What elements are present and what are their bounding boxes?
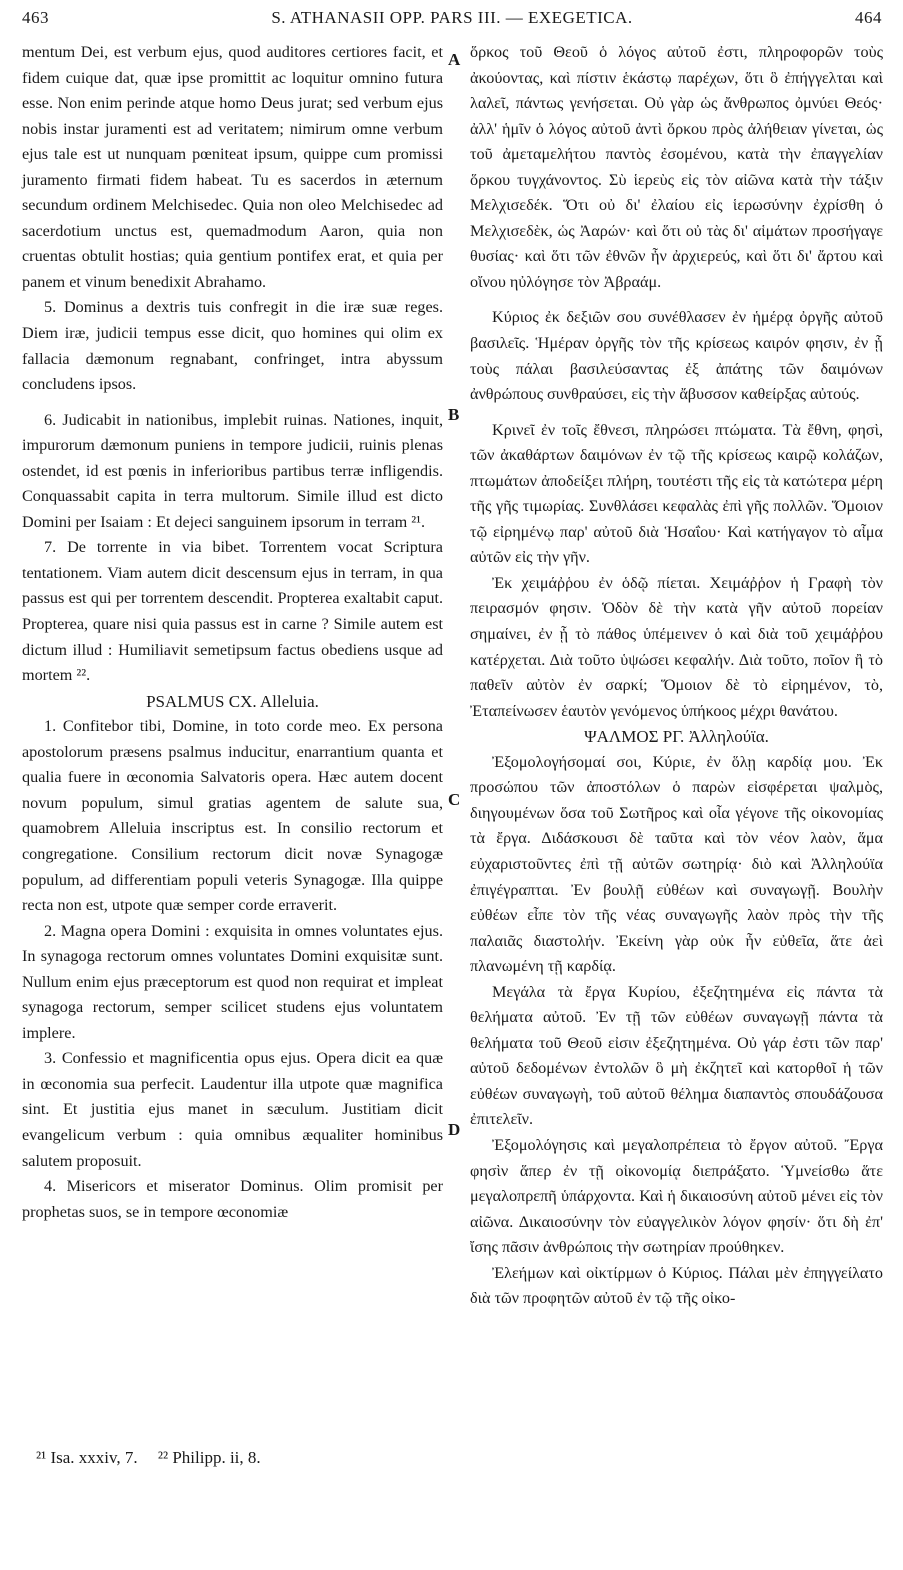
latin-paragraph: 3. Confessio et magnificentia opus ejus. Opera dicit ea quæ in œconomia sua perfecit. Laudentur illa utpote quæ magnifica sint. Et justitia ejus manet in sæculum. Justitiam dicit evangelicum verbum : quia omnibus æqualiter hominibus salutem proposuit. [22,1049,443,1170]
greek-paragraph: ὅρκος τοῦ Θεοῦ ὁ λόγος αὐτοῦ ἐστι, πληροφορῶν τοὺς ἀκούοντας, καὶ πίστιν ἑκάστῳ παρέχων, ὅτι ὃ ἐπήγγελται καὶ λαλεῖ, πάντως γενήσεται. Οὐ γὰρ ὡς ἄνθρωπος ὀμνύει Θεός· ἀλλ' ἡμῖν ὁ λόγος αὐτοῦ ἀντὶ ὅρκου πρὸς ἀλήθειαν γίνεται, ὡς τοῦ ἀμεταμελήτου παντὸς ἐσομένου, κατὰ τὴν ἐπαγγελίαν ὅρκου τυγχάνοντος. Σὺ ἱερεὺς εἰς τὸν αἰῶνα κατὰ τὴν τάξιν Μελχισεδέκ. Ὅτι οὐ δι' ἐλαίου εἰς ἱερωσύνην ἐχρίσθη ὁ Μελχισεδὲκ, ὡς Ἀαρών· καὶ ὅτι οὐ τὰς δι' αἱμάτων προσήγαγε θυσίας· καὶ ὅτι τῶν ἐθνῶν ἦν ἀρχιερεύς, καὶ ὅτι δι' ἄρτου καὶ οἴνου ηὐλόγησε τὸν Ἀβραάμ. [470,43,883,291]
margin-letter-d: D [448,1120,461,1139]
greek-paragraph: Κύριος ἐκ δεξιῶν σου συνέθλασεν ἐν ἡμέρᾳ ὀργῆς αὐτοῦ βασιλεῖς. Ἡμέραν ὀργῆς τὸν τῆς κρίσεως καιρόν φησιν, ἐν ᾗ τοὺς πάλαι βασιλεύσαντας ἐξ ἀπάτης τῶν δαιμόνων ἀνθρώπους συνθραύσει, εἰς τὴν ἄβυσσον καθείρξας αὐτούς. [470,308,883,404]
greek-paragraph: Ἐξομολογήσομαί σοι, Κύριε, ἐν ὅλῃ καρδίᾳ μου. Ἐκ προσώπου τῶν ἀποστόλων ὁ παρὼν εἰσφέρεται ψαλμὸς, διηγουμένων ὅσα τοῦ Σωτῆρος καὶ οἷα γέγονε τῆς οἰκονομίας τὰ ἔργα. Διδάσκουσι δὲ ταῦτα καὶ τὸν νέον λαὸν, ἅμα εὐχαριστοῦντες ἐπὶ τῇ αὐτῶν σωτηρίᾳ· διὸ καὶ Ἀλληλούϊα ἐπιγέγραπται. Ἐν βουλῇ εὐθέων καὶ συναγωγῇ. Βουλὴν εὐθέων εἶπε τὸν τῆς νέας συναγωγῆς λαὸν πρὸς τὴν τῆς παλαιᾶς διαστολήν. Ἐκείνη γὰρ οὐκ ἦν εὐθεῖα, ἅτε ἀεὶ πλανωμένη τῇ καρδίᾳ. [470,752,883,976]
latin-paragraph: 2. Magna opera Domini : exquisita in omnes voluntates ejus. In synagoga rectorum omnes voluntates Domini exquisitæ sunt. Nullum enim ejus præceptorum est quod non requirat et impleat synagoga rectorum, semper scilicet studens ejus voluntatem implere. [22,921,443,1042]
footnote: ²¹ Isa. xxxiv, 7. [36,1448,138,1467]
margin-letter-b: B [448,405,460,424]
footnotes [36,1448,277,1468]
psalm-heading-greek: ΨΑΛΜΟΣ ΡΓ. Ἀλληλούϊα. [584,727,769,747]
latin-paragraph: 4. Misericors et miserator Dominus. Olim promisit per prophetas suos, se in tempore œconomiæ [22,1177,443,1221]
margin-letter-a: A [448,50,461,69]
latin-paragraph: 6. Judicabit in nationibus, implebit ruinas. Nationes, inquit, impurorum dæmonum puniens in tempore judicii, ruinis plenas ostendet, id est pœnis in inferioribus partibus terræ infligendis. Conquassabit capita in terra multorum. Simile illud est dicto Domini per Isaiam : Et dejeci sanguinem ipsorum in terram ²¹. [22,410,443,531]
latin-column [22,40,443,1225]
footnote: ²² Philipp. ii, 8. [157,1448,261,1467]
page-number-left: 463 [22,8,49,27]
running-title: S. ATHANASII OPP. PARS III. — EXEGETICA. [271,8,633,27]
greek-paragraph: Ἐκ χειμάῤῥου ἐν ὁδῷ πίεται. Χειμάῤῥον ἡ Γραφὴ τὸν πειρασμόν φησιν. Ὁδὸν δὲ τὴν κατὰ γῆν αὐτοῦ πορείαν σημαίνει, ἐν ᾗ τὸ πάθος ὑπέμεινεν ὁ καὶ διὰ τοῦ χειμάῤῥου κατέρχεται. Διὰ τοῦτο ὑψώσει κεφαλήν. Διὰ τοῦτο, ποῖον ἢ τὸ παθεῖν αὐτὸν ἐν σαρκί; Ὅμοιον δὲ τὸ εἰρημένον, τὸ, Ἐταπείνωσεν ἑαυτὸν γενόμενος ὑπήκοος μέχρι θανάτου. [470,573,883,720]
greek-paragraph: Ἐξομολόγησις καὶ μεγαλοπρέπεια τὸ ἔργον αὐτοῦ. Ἔργα φησὶν ἅπερ ἐν τῇ οἰκονομίᾳ διεπράξατο. Ὑμνείσθω ἅτε μεγαλοπρεπῆ ὑπάρχοντα. Καὶ ἡ δικαιοσύνη αὐτοῦ μένει εἰς τὸν αἰῶνα. Δικαιοσύνην τὸν εὐαγγελικὸν λόγον φησίν· ὅτι δὴ ἐπ' ἴσης πᾶσιν ἀνθρώποις τὴν σωτηρίαν προύθηκεν. [470,1135,883,1257]
latin-paragraph: mentum Dei, est verbum ejus, quod auditores certiores facit, et fidem cuique dat, quæ ipse promittit ac loquitur omnino futura esse. Non enim perinde atque homo Deus jurat; sed verbum ejus nobis instar juramenti est ad veritatem; nimirum omne verbum ejus tale est ut nunquam pœniteat ipsum, quippe cum promissi juramento firmati fidem habeat. Tu es sacerdos in æternum secundum ordinem Melchisedec. Quia non oleo Melchisedec ad sacerdotium unctus est, quemadmodum Aaron, quia non cruentas obtulit hostias; quia gentium pontifex erat, et quia per panem et vinum benedixit Abrahamo. [22,43,443,291]
running-header [22,8,882,34]
page-number-right: 464 [854,8,882,27]
greek-paragraph: Ἐλεήμων καὶ οἰκτίρμων ὁ Κύριος. Πάλαι μὲν ἐπηγγείλατο διὰ τῶν προφητῶν αὐτοῦ ἐν τῷ τῆς οἰκο- [470,1263,883,1308]
latin-paragraph: 5. Dominus a dextris tuis confregit in die iræ suæ reges. Diem iræ, judicii tempus esse dicit, quo homines qui olim ex fallacia dæmonum regnabant, confringet, intra abyssum concludens ipsos. [22,298,443,394]
latin-paragraph: 7. De torrente in via bibet. Torrentem vocat Scriptura tentationem. Viam autem dicit descensum ejus in terram, in qua passus est qui per torrentem descendit. Propterea exaltabit caput. Propterea, quare nisi quia passus est in carne ? Simile autem est dictum illud : Humiliavit semetipsum factus obediens usque ad mortem ²². [22,538,443,685]
psalm-heading-latin: PSALMUS CX. Alleluia. [146,691,319,711]
greek-column [470,40,883,1312]
greek-paragraph: Μεγάλα τὰ ἔργα Κυρίου, ἐξεζητημένα εἰς πάντα τὰ θελήματα αὐτοῦ. Ἐν τῇ τῶν εὐθέων συναγωγῇ πάντα τὰ θελήματα τοῦ Θεοῦ εἰσιν ἐξεζητημένα. Οὐ γάρ ἐστι τῶν παρ' αὐτοῦ δεδομένων ἐντολῶν ὃ μὴ ἐκζητεῖ καὶ κατορθοῖ ἡ τῶν εὐθέων συναγωγὴ, τοῦ αὐτοῦ θέλημα διαπαντὸς σπουδάζουσα ἐπιτελεῖν. [470,982,883,1129]
margin-letter-c: C [448,790,461,809]
greek-paragraph: Κρινεῖ ἐν τοῖς ἔθνεσι, πληρώσει πτώματα. Τὰ ἔθνη, φησὶ, τῶν ἀκαθάρτων δαιμόνων ἐν τῷ τῆς κρίσεως καιρῷ κολάζων, πτωμάτων ἀποδείξει πλήρη, τουτέστι τῆς εἰς τὰ κατώτερα μέρη τῆς γῆς τιμωρίας. Συνθλάσει κεφαλὰς ἐπὶ γῆς πολλῶν. Ὅμοιον τῷ εἰρημένῳ παρ' αὐτοῦ διὰ Ἡσαΐου· Καὶ κατήγαγον τὸ αἷμα αὐτῶν εἰς τὴν γῆν. [470,420,883,567]
latin-paragraph: 1. Confitebor tibi, Domine, in toto corde meo. Ex persona apostolorum præsens psalmus inducitur, enarrantium quanta et qualia fuere in œconomia Salvatoris opera. Hæc autem docent novum populum, simul gratias agentem de salute sua, quamobrem Alleluia inscriptus est. In consilio rectorum et congregatione. Consilium rectorum dicit novæ Synagogæ populum, ad differentiam populi veteris Synagogæ. Illa quippe recta non est, utpote quæ semper corde erraverit. [22,717,443,915]
